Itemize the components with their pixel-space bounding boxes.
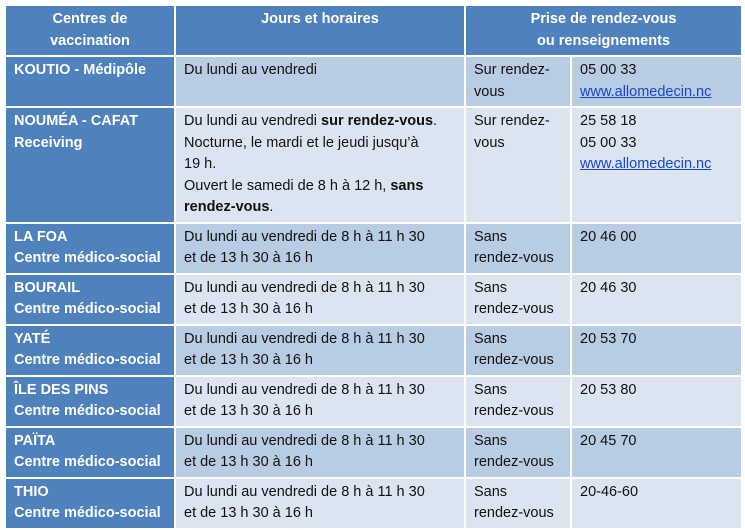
header-prise <box>465 5 742 56</box>
table-row <box>5 478 742 529</box>
hours-text: Ouvert le samedi de 8 h à 12 h, <box>184 177 391 194</box>
hours-bold-text: sans <box>390 177 424 194</box>
centre-name-line2: Receiving <box>14 134 83 151</box>
rdv-line1: Sans <box>474 381 508 398</box>
hours-text: Du lundi au vendredi <box>184 113 322 129</box>
rdv-cell <box>465 223 571 274</box>
contact-phone: 20 45 70 <box>580 432 637 449</box>
rdv-cell <box>465 376 571 427</box>
centre-name-line1: NOUMÉA - CAFAT <box>14 113 139 129</box>
header-jours-label: Jours et horaires <box>261 11 379 27</box>
contact-phone: 20 46 30 <box>580 279 637 296</box>
rdv-line2: vous <box>474 134 505 151</box>
vaccination-centres-table <box>4 4 743 530</box>
contact-cell <box>571 223 742 274</box>
centre-name <box>5 325 175 376</box>
header-jours <box>175 5 465 56</box>
hours-line2: et de 13 h 30 à 16 h <box>184 403 313 419</box>
hours-line1: Du lundi au vendredi de 8 h à 11 h 30 <box>184 330 425 347</box>
centre-name-line1: PAÏTA <box>14 432 56 449</box>
contact-phone: 05 00 33 <box>580 134 637 151</box>
contact-website-link[interactable]: www.allomedecin.nc <box>580 156 712 172</box>
rdv-cell <box>465 325 571 376</box>
hours-line2: et de 13 h 30 à 16 h <box>184 250 313 266</box>
centre-name <box>5 376 175 427</box>
header-prise-line1: Prise de rendez-vous <box>530 11 677 27</box>
contact-cell <box>571 56 742 107</box>
centre-name <box>5 223 175 274</box>
contact-cell <box>571 325 742 376</box>
hours-line4 <box>184 176 456 198</box>
hours-text-end: . <box>269 199 274 215</box>
contact-cell <box>571 274 742 325</box>
centre-name-line2: Centre médico-social <box>14 454 161 470</box>
hours-cell <box>175 56 465 107</box>
hours-line1 <box>184 111 456 133</box>
hours-text-end: . <box>433 113 438 129</box>
centre-name <box>5 478 175 529</box>
hours-cell <box>175 325 465 376</box>
hours-line2: et de 13 h 30 à 16 h <box>184 454 313 470</box>
header-centres-line2: vaccination <box>50 32 130 49</box>
contact-phone: 05 00 33 <box>580 62 637 78</box>
centre-name-line1: THIO <box>14 483 49 500</box>
contact-cell <box>571 427 742 478</box>
hours-bold-text: sur rendez-vous <box>321 113 434 129</box>
rdv-line1: Sans <box>474 279 508 296</box>
centre-name-line1: BOURAIL <box>14 279 81 296</box>
contact-phone: 20-46-60 <box>580 483 639 500</box>
table-row <box>5 56 742 107</box>
hours-bold-text: rendez-vous <box>184 199 270 215</box>
rdv-line1: Sur rendez- <box>474 113 550 129</box>
rdv-line1: Sans <box>474 432 508 449</box>
rdv-line1: Sur rendez- <box>474 62 550 78</box>
rdv-line2: rendez-vous <box>474 505 554 521</box>
centre-name <box>5 274 175 325</box>
rdv-line2: rendez-vous <box>474 352 554 368</box>
table-row <box>5 325 742 376</box>
table-row <box>5 223 742 274</box>
centre-name-line1: KOUTIO - Médipôle <box>14 62 147 78</box>
rdv-line2: rendez-vous <box>474 403 554 419</box>
hours-line1: Du lundi au vendredi de 8 h à 11 h 30 <box>184 279 425 296</box>
rdv-cell <box>465 107 571 223</box>
table-row <box>5 376 742 427</box>
rdv-cell <box>465 478 571 529</box>
rdv-cell <box>465 56 571 107</box>
table-row <box>5 107 742 223</box>
hours-cell <box>175 223 465 274</box>
hours-line2: et de 13 h 30 à 16 h <box>184 301 313 317</box>
hours-line2: et de 13 h 30 à 16 h <box>184 505 313 521</box>
table-row <box>5 427 742 478</box>
rdv-line1: Sans <box>474 483 508 500</box>
rdv-line1: Sans <box>474 330 508 347</box>
contact-website-link[interactable]: www.allomedecin.nc <box>580 83 712 100</box>
hours-cell <box>175 274 465 325</box>
hours-line1: Du lundi au vendredi de 8 h à 11 h 30 <box>184 483 425 500</box>
rdv-cell <box>465 274 571 325</box>
centre-name-line2: Centre médico-social <box>14 403 161 419</box>
contact-cell <box>571 107 742 223</box>
centre-name-line2: Centre médico-social <box>14 301 161 317</box>
hours-line1: Du lundi au vendredi <box>184 62 318 78</box>
hours-line1: Du lundi au vendredi de 8 h à 11 h 30 <box>184 432 425 449</box>
centre-name <box>5 427 175 478</box>
contact-cell <box>571 478 742 529</box>
hours-line2: Nocturne, le mardi et le jeudi jusqu’à <box>184 134 419 151</box>
centre-name-line2: Centre médico-social <box>14 250 161 266</box>
contact-phone: 25 58 18 <box>580 113 637 129</box>
contact-cell <box>571 376 742 427</box>
rdv-cell <box>465 427 571 478</box>
rdv-line2: rendez-vous <box>474 250 554 266</box>
contact-phone: 20 46 00 <box>580 228 637 245</box>
table-header-row <box>5 5 742 56</box>
centre-name <box>5 56 175 107</box>
hours-cell <box>175 107 465 223</box>
centre-name-line2: Centre médico-social <box>14 352 161 368</box>
hours-line3: 19 h. <box>184 156 217 172</box>
header-centres <box>5 5 175 56</box>
centre-name-line1: LA FOA <box>14 228 68 245</box>
hours-cell <box>175 376 465 427</box>
header-prise-line2: ou renseignements <box>537 32 670 49</box>
hours-line5 <box>184 197 456 219</box>
hours-line1: Du lundi au vendredi de 8 h à 11 h 30 <box>184 381 425 398</box>
rdv-line2: rendez-vous <box>474 454 554 470</box>
hours-cell <box>175 478 465 529</box>
header-centres-line1: Centres de <box>52 11 128 27</box>
centre-name-line2: Centre médico-social <box>14 505 161 521</box>
hours-line1: Du lundi au vendredi de 8 h à 11 h 30 <box>184 228 425 245</box>
centre-name-line1: ÎLE DES PINS <box>14 381 109 398</box>
centre-name <box>5 107 175 223</box>
hours-line2: et de 13 h 30 à 16 h <box>184 352 313 368</box>
centre-name-line1: YATÉ <box>14 330 51 347</box>
contact-phone: 20 53 80 <box>580 381 637 398</box>
table-row <box>5 274 742 325</box>
hours-cell <box>175 427 465 478</box>
rdv-line1: Sans <box>474 228 508 245</box>
rdv-line2: rendez-vous <box>474 301 554 317</box>
contact-phone: 20 53 70 <box>580 330 637 347</box>
rdv-line2: vous <box>474 83 505 100</box>
